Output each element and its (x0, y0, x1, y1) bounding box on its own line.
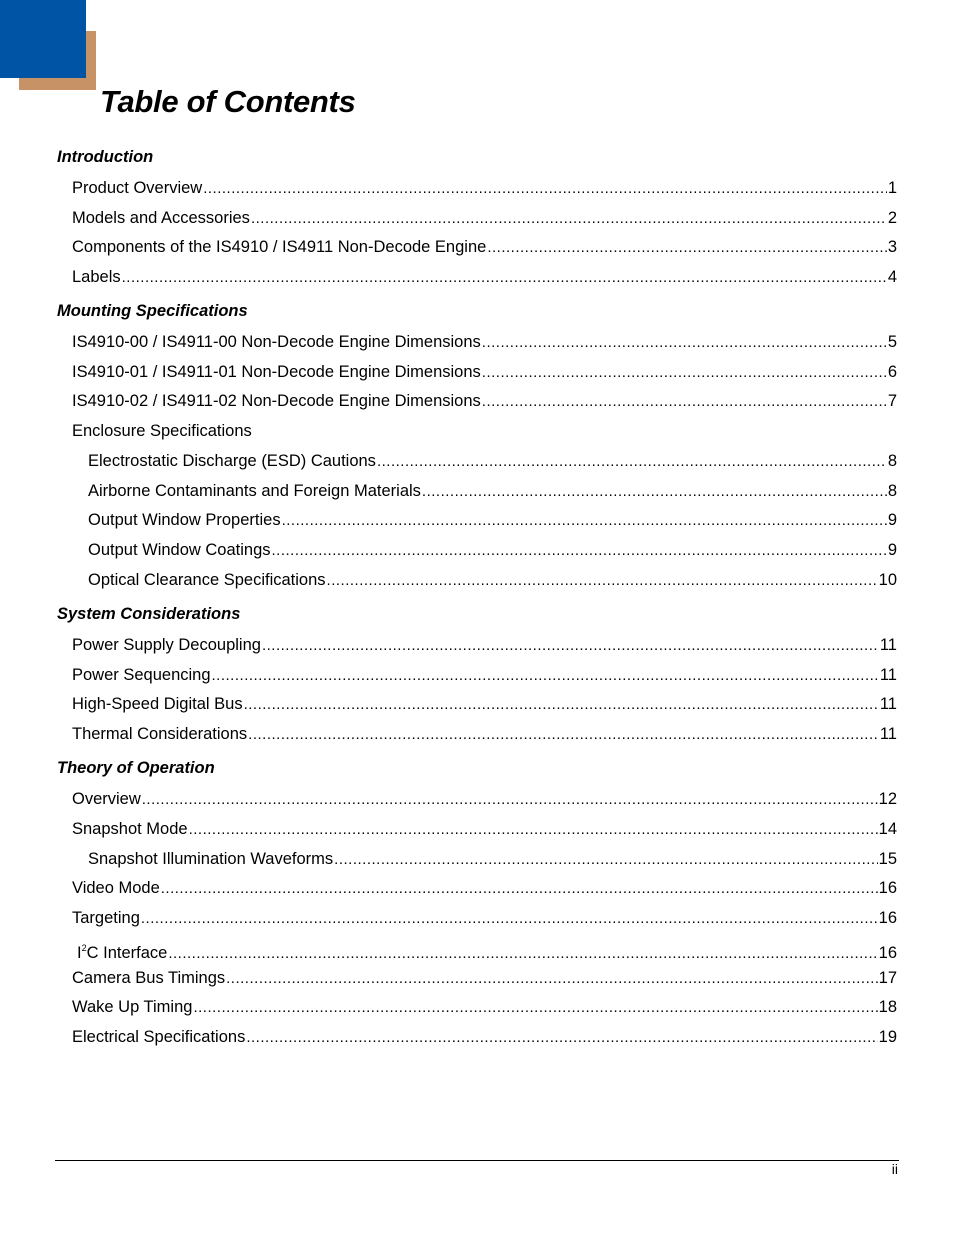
toc-entry-title: Output Window Properties (88, 511, 281, 529)
toc-entry-wake-up-timing[interactable] (72, 996, 897, 1018)
toc-entry-snapshot-mode[interactable] (72, 818, 897, 840)
dot-leader (246, 1027, 877, 1049)
page-number: ii (891, 1161, 898, 1177)
toc-entry-page: 7 (887, 392, 897, 410)
toc-entry-title: Camera Bus Timings (72, 969, 226, 987)
toc-entry-output-window-properties[interactable] (88, 509, 897, 531)
toc-entry-output-window-coatings[interactable] (88, 539, 897, 561)
dot-leader (193, 997, 877, 1019)
toc-entry-page: 16 (878, 909, 897, 927)
toc-entry-page: 5 (887, 333, 897, 351)
dot-leader (377, 451, 887, 473)
dot-leader (122, 267, 887, 289)
toc-entry-page: 1 (887, 179, 897, 197)
dot-leader (262, 635, 879, 657)
toc-entry-page: 6 (887, 363, 897, 381)
i2c-prefix: I (77, 944, 82, 962)
dot-leader (248, 724, 879, 746)
section-heading-system-considerations: System Considerations (57, 605, 241, 623)
toc-entry-title: Targeting (72, 909, 140, 927)
dot-leader (487, 237, 887, 259)
toc-entry-optical-clearance[interactable] (88, 569, 897, 591)
footer-rule (55, 1160, 899, 1161)
toc-entry-snapshot-illumination-waveforms[interactable] (88, 848, 897, 870)
toc-entry-labels[interactable] (72, 266, 897, 288)
dot-leader (482, 391, 887, 413)
toc-entry-page: 12 (878, 790, 897, 808)
dot-leader (226, 968, 878, 990)
dot-leader (168, 943, 877, 965)
dot-leader (212, 665, 879, 687)
i2c-superscript: 2 (81, 943, 87, 953)
toc-entry-esd-cautions[interactable] (88, 450, 897, 472)
dot-leader (251, 208, 887, 230)
toc-entry-title: Components of the IS4910 / IS4911 Non-Decode Engine (72, 238, 487, 256)
dot-leader (334, 849, 877, 871)
toc-entry-page: 9 (887, 511, 897, 529)
toc-entry-page: 16 (878, 944, 897, 962)
dot-leader (272, 540, 887, 562)
dot-leader (203, 178, 887, 200)
toc-entry-title: Optical Clearance Specifications (88, 571, 326, 589)
toc-entry-airborne-contaminants[interactable] (88, 480, 897, 502)
toc-entry-page: 11 (879, 695, 897, 713)
toc-entry-title: Output Window Coatings (88, 541, 271, 559)
toc-entry-is4910-02-dimensions[interactable] (72, 390, 897, 412)
toc-entry-title: Overview (72, 790, 141, 808)
section-heading-introduction: Introduction (57, 148, 154, 166)
toc-entry-title: Snapshot Mode (72, 820, 188, 838)
toc-entry-i2c-interface[interactable] (77, 937, 897, 962)
dot-leader (142, 789, 878, 811)
toc-entry-title: Product Overview (72, 179, 203, 197)
toc-entry-page: 19 (878, 1028, 897, 1046)
toc-entry-title: Electrostatic Discharge (ESD) Cautions (88, 452, 376, 470)
page-title: Table of Contents (100, 84, 356, 119)
i2c-rest: C Interface (86, 944, 168, 962)
toc-entry-models-and-accessories[interactable] (72, 207, 897, 229)
toc-entry-page: 14 (878, 820, 897, 838)
toc-entry-page: 2 (887, 209, 897, 227)
toc-entry-title: Thermal Considerations (72, 725, 248, 743)
toc-entry-page: 16 (878, 879, 897, 897)
dot-leader (282, 510, 887, 532)
toc-entry-product-overview[interactable] (72, 177, 897, 199)
toc-entry-title: Electrical Specifications (72, 1028, 246, 1046)
toc-entry-page: 9 (887, 541, 897, 559)
toc-entry-is4910-01-dimensions[interactable] (72, 361, 897, 383)
toc-entry-title: Labels (72, 268, 121, 286)
toc-entry-page: 11 (879, 725, 897, 743)
toc-entry-title: Video Mode (72, 879, 160, 897)
toc-entry-high-speed-digital-bus[interactable] (72, 693, 897, 715)
toc-entry-title: Snapshot Illumination Waveforms (88, 850, 334, 868)
toc-entry-title: Wake Up Timing (72, 998, 193, 1016)
toc-entry-page: 8 (887, 452, 897, 470)
toc-entry-page: 10 (878, 571, 897, 589)
toc-entry-overview[interactable] (72, 788, 897, 810)
toc-entry-components[interactable] (72, 236, 897, 258)
toc-entry-title: IS4910-02 / IS4911-02 Non-Decode Engine Dimensions (72, 392, 481, 410)
toc-entry-title (77, 937, 167, 964)
dot-leader (422, 481, 887, 503)
toc-entry-title: Airborne Contaminants and Foreign Materials (88, 482, 421, 500)
toc-entry-is4910-00-dimensions[interactable] (72, 331, 897, 353)
dot-leader (482, 362, 887, 384)
toc-entry-power-sequencing[interactable] (72, 664, 897, 686)
toc-entry-video-mode[interactable] (72, 877, 897, 899)
corner-accent-blue (0, 0, 86, 78)
toc-entry-title: IS4910-01 / IS4911-01 Non-Decode Engine Dimensions (72, 363, 481, 381)
toc-entry-thermal-considerations[interactable] (72, 723, 897, 745)
toc-entry-page: 15 (878, 850, 897, 868)
toc-entry-electrical-specifications[interactable] (72, 1026, 897, 1048)
toc-entry-title: Power Supply Decoupling (72, 636, 261, 654)
toc-entry-page: 17 (878, 969, 897, 987)
toc-entry-page: 8 (887, 482, 897, 500)
toc-entry-title: Models and Accessories (72, 209, 250, 227)
section-heading-theory-of-operation: Theory of Operation (57, 759, 215, 777)
toc-entry-camera-bus-timings[interactable] (72, 967, 897, 989)
toc-entry-page: 18 (878, 998, 897, 1016)
toc-subheading-enclosure-specifications: Enclosure Specifications (72, 422, 252, 440)
toc-entry-page: 11 (879, 636, 897, 654)
toc-entry-page: 4 (887, 268, 897, 286)
dot-leader (189, 819, 878, 841)
dot-leader (161, 878, 878, 900)
toc-entry-power-supply-decoupling[interactable] (72, 634, 897, 656)
toc-entry-page: 11 (879, 666, 897, 684)
toc-entry-targeting[interactable] (72, 907, 897, 929)
toc-entry-title: High-Speed Digital Bus (72, 695, 243, 713)
toc-entry-page: 3 (887, 238, 897, 256)
toc-entry-title: IS4910-00 / IS4911-00 Non-Decode Engine Dimensions (72, 333, 481, 351)
dot-leader (244, 694, 879, 716)
dot-leader (141, 908, 878, 930)
dot-leader (327, 570, 878, 592)
section-heading-mounting-specifications: Mounting Specifications (57, 302, 248, 320)
toc-entry-title: Power Sequencing (72, 666, 211, 684)
dot-leader (482, 332, 887, 354)
